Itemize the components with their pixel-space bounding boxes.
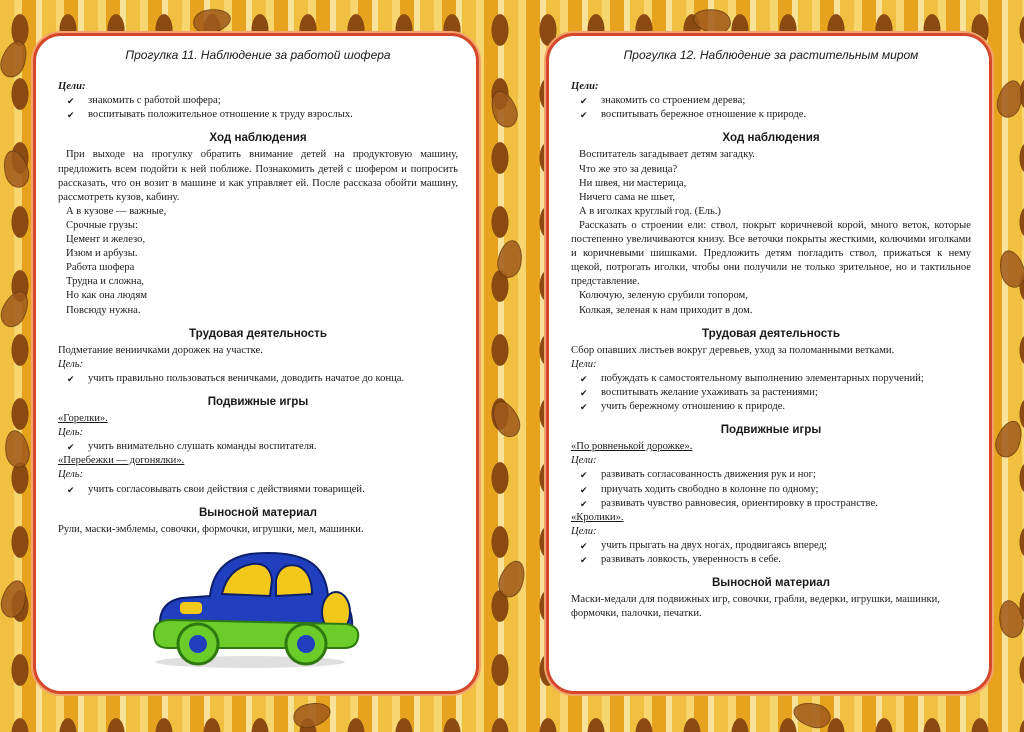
labor-text: Подметание вениичками дорожек на участке. (58, 344, 263, 356)
goal-item: ✔ развивать ловкость, уверенность в себе. (571, 553, 971, 567)
walk-12-content (571, 48, 971, 621)
game-goal-label: Цели: (571, 455, 597, 467)
observation-text: Рассказать о строении ели: ствол, покрыт коричневой корой, много веток, которые постепенно увеличиваются книзу. Все веточки покрыты жесткими, колючими иголками и коричневыми шишками. Предложить детям погладить ствол, прижаться к нему щекой, потрогать иголки, чтобы они получили не только зрительное, но и тактильное представление. (571, 219, 971, 288)
observation-heading: Ход наблюдения (722, 131, 820, 145)
labor-heading: Трудовая деятельность (189, 326, 327, 340)
decor-leaf (494, 557, 530, 601)
games-heading: Подвижные игры (207, 394, 309, 408)
game-title-kroliki: «Кролики». (571, 511, 624, 523)
material-text: Рули, маски-эмблемы, совочки, формочки, игрушки, мел, машинки. (58, 523, 364, 535)
poem-line: Работа шофера (66, 262, 135, 274)
decor-leaf (0, 578, 31, 621)
game-goals (58, 483, 458, 497)
riddle-line: Что же это за девица? (579, 163, 678, 175)
poem-line: Колкая, зеленая к нам приходит в дом. (579, 304, 753, 316)
decor-leaf (691, 6, 733, 36)
goal-item: ✔ воспитывать положительное отношение к труду взрослых. (58, 108, 458, 122)
decor-leaf (191, 6, 233, 36)
walk-11-title: Прогулка 11. Наблюдение за работой шофера (125, 48, 391, 62)
walk-12-card (546, 33, 992, 694)
goal-item: ✔ побуждать к самостоятельному выполнению элементарных поручений; (571, 372, 971, 386)
game-title-gorelki: «Горелки». (58, 413, 108, 425)
poem-line: Но как она людям (66, 290, 148, 302)
game-title-po-rovnenkoy-dorozhke: «По ровненькой дорожке». (571, 441, 693, 453)
goal-item: ✔ воспитывать бережное отношение к природе. (571, 108, 971, 122)
game-goal-label: Цель: (58, 427, 84, 439)
toy-car-illustration (140, 540, 360, 670)
material-heading: Выносной материал (711, 576, 831, 590)
poem-line: Трудна и сложна, (66, 276, 144, 288)
goal-item: ✔ учить прыгать на двух ногах, продвигаясь вперед; (571, 539, 971, 553)
goal-item: ✔ знакомить со строением дерева; (571, 94, 971, 108)
observation-heading: Ход наблюдения (209, 131, 307, 145)
goals-list (571, 94, 971, 122)
decor-leaf (2, 428, 32, 470)
riddle-line: Ничего сама не шьет, (579, 191, 676, 203)
labor-goals (58, 372, 458, 386)
goal-item: ✔ учить внимательно слушать команды воспитателя. (58, 440, 458, 454)
decor-leaf (0, 148, 33, 191)
labor-heading: Трудовая деятельность (702, 326, 840, 340)
goal-item: ✔ учить правильно пользоваться веничками, доводить начатое до конца. (58, 372, 458, 386)
observation-text: При выходе на прогулку обратить внимание детей на продуктовую машину, предложить всем подойти к ней поближе. Познакомить детей с шофером и попросить рассказать, что он возит в машине и как управляет ей. После рассказа обойти машину, рассмотреть кузов, кабину. (58, 149, 458, 203)
goal-item: ✔ воспитывать желание ухаживать за растениями; (571, 386, 971, 400)
goal-item: ✔ учить согласовывать свои действия с действиями товарищей. (58, 483, 458, 497)
poem-line: А в кузове — важные, (66, 205, 167, 217)
game-goals (571, 539, 971, 567)
goal-item: ✔ приучать ходить свободно в колонне по одному; (571, 483, 971, 497)
riddle-line: Воспитатель загадывает детям загадку. (579, 149, 755, 161)
labor-goals (571, 372, 971, 414)
material-text: Маски-медали для подвижных игр, совочки, грабли, ведерки, игрушки, машинки, формочки, палочки, печатки. (571, 594, 940, 620)
goals-label: Цели: (58, 81, 86, 93)
decor-leaf (487, 397, 525, 442)
decor-leaf (495, 238, 525, 280)
decor-leaf (996, 598, 1024, 640)
goal-item: ✔ знакомить с работой шофера; (58, 94, 458, 108)
labor-goal-label: Цели: (571, 358, 597, 370)
goal-item: ✔ развивать чувство равновесия, ориентировку в пространстве. (571, 497, 971, 511)
poem-line: Изюм и арбузы. (66, 248, 138, 260)
decor-leaf (791, 698, 834, 731)
decor-leaf (486, 87, 522, 131)
poem-line: Срочные грузы: (66, 219, 138, 231)
game-title-perebezhki: «Перебежки — догонялки». (58, 455, 185, 467)
game-goals (571, 468, 971, 510)
labor-text: Сбор опавших листьев вокруг деревьев, уход за поломанными ветками. (571, 344, 895, 356)
material-heading: Выносной материал (198, 505, 318, 519)
riddle-line: Ни швея, ни мастерица, (579, 177, 687, 189)
poem-line: Повсюду нужна. (66, 304, 141, 316)
decor-leaf (0, 37, 32, 81)
goal-item: ✔ развивать согласованность движения рук и ног; (571, 468, 971, 482)
decor-leaf (993, 78, 1024, 121)
riddle (571, 148, 971, 218)
decor-leaf (291, 698, 334, 731)
game-goal-label: Цель: (58, 469, 84, 481)
poem-line: Колючую, зеленую срубили топором, (579, 290, 748, 302)
poem-line: Цемент и железо, (66, 234, 146, 246)
decor-leaf (0, 287, 34, 332)
walk-12-title: Прогулка 12. Наблюдение за растительным миром (623, 48, 919, 62)
walk-11-content (58, 48, 458, 537)
poem (571, 289, 971, 317)
riddle-line: А в иголках круглый год. (Ель.) (579, 205, 721, 217)
goals-list (58, 94, 458, 122)
goal-item: ✔ учить бережному отношению к природе. (571, 400, 971, 414)
games-heading: Подвижные игры (720, 423, 822, 437)
game-goal-label: Цели: (571, 525, 597, 537)
poem (58, 205, 458, 318)
game-goals (58, 440, 458, 454)
decor-leaf (991, 417, 1024, 461)
decor-leaf (995, 248, 1024, 291)
goals-label: Цели: (571, 81, 599, 93)
labor-goal-label: Цель: (58, 358, 84, 370)
